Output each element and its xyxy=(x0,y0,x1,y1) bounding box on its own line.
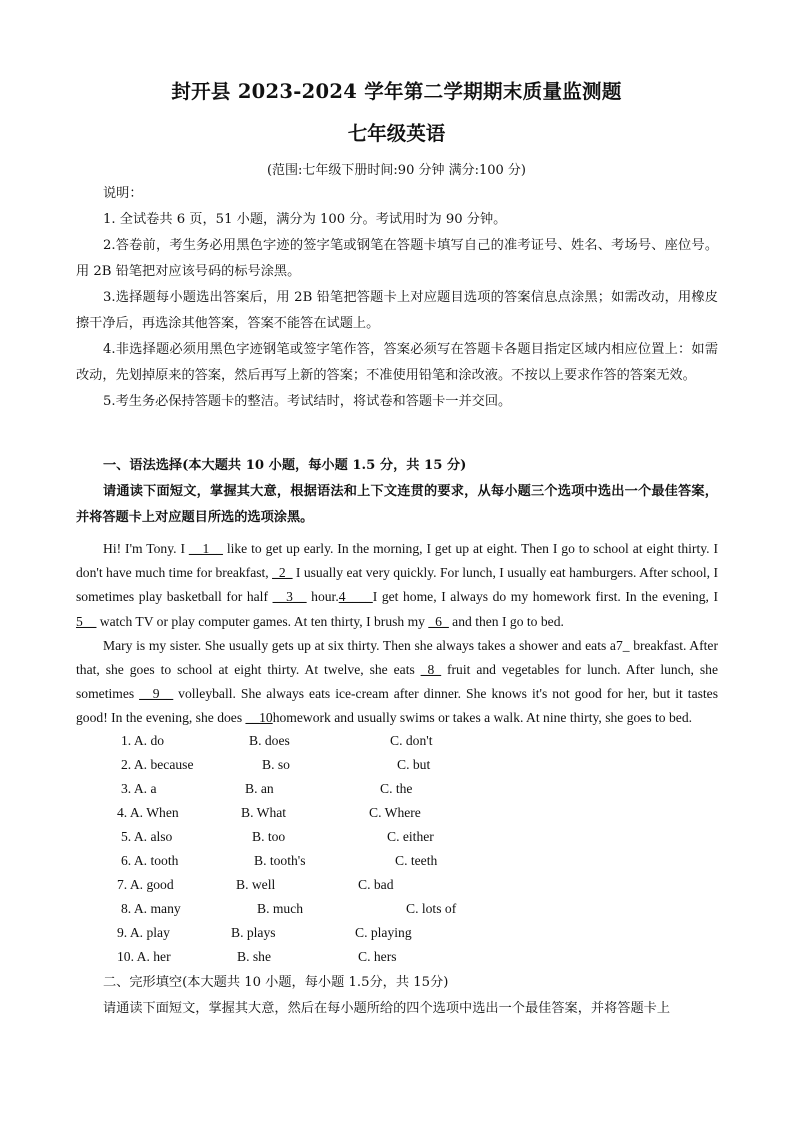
exam-title: 封开县 2023-2024 学年第二学期期末质量监测题 xyxy=(171,80,622,103)
instruction-item: 2.答卷前，考生务必用黑色字迹的签字笔或钢笔在答题卡填写自己的准考证号、姓名、考场号、座位号。用 2B 铅笔把对应该号码的标号涂黑。 xyxy=(76,238,718,279)
exam-subtitle: 七年级英语 xyxy=(347,122,446,145)
option-a: 3. A. a xyxy=(121,781,157,796)
section2-directions: 请通读下面短文，掌握其大意，然后在每小题所给的四个选项中选出一个最佳答案，并将答题卡上 xyxy=(103,1001,671,1016)
section2-heading: 二、完形填空(本大题共 10 小题，每小题 1.5分，共 15分) xyxy=(103,975,449,990)
option-b: B. an xyxy=(245,781,274,796)
option-c: C. either xyxy=(387,829,434,844)
option-c: C. don't xyxy=(390,733,433,748)
option-b: B. tooth's xyxy=(254,853,306,868)
exam-scope: (范围:七年级下册时间:90 分钟 满分:100 分) xyxy=(266,163,527,178)
option-c: C. but xyxy=(397,757,431,772)
instructions-block xyxy=(76,181,718,415)
passage-paragraph-1: Hi! I'm Tony. I __1__ like to get up early. In the morning, I get up at eight. Then I go to school at eight thirty. I don't have much time for breakfast, _2_ I usually eat very quickly. For lunch, I usually eat hamburgers. After school, I sometimes play basketball for half __3__ hour.4____I get home, I always do my homework first. In the evening, I 5__ watch TV or play computer games. At ten thirty, I brush my _6_ and then I go to bed. xyxy=(76,541,719,629)
option-a: 8. A. many xyxy=(121,901,181,916)
instruction-item: 4.非选择题必须用黑色字迹钢笔或签字笔作答，答案必须写在答题卡各题目指定区域内相应位置上：如需改动，先划掉原来的答案，然后再写上新的答案；不准使用铅笔和涂改液。不按以上要求作答的答案无效。 xyxy=(76,342,718,383)
option-b: B. too xyxy=(252,829,286,844)
option-a: 4. A. When xyxy=(117,805,179,820)
option-b: B. plays xyxy=(231,925,276,940)
option-a: 5. A. also xyxy=(121,829,173,844)
option-a: 6. A. tooth xyxy=(121,853,179,868)
instructions-heading: 说明： xyxy=(103,186,143,201)
option-c: C. playing xyxy=(355,925,412,940)
option-b: B. so xyxy=(262,757,290,772)
option-b: B. What xyxy=(241,805,287,820)
section2-block xyxy=(76,970,718,1022)
option-c: C. Where xyxy=(369,805,421,820)
instruction-item: 5.考生务必保持答题卡的整洁。考试结时，将试卷和答题卡一并交回。 xyxy=(103,394,512,409)
option-a: 2. A. because xyxy=(121,757,194,772)
option-a: 10. A. her xyxy=(117,949,171,964)
passage xyxy=(76,537,718,731)
option-b: B. she xyxy=(237,949,271,964)
option-b: B. well xyxy=(236,877,276,892)
instruction-item: 1. 全试卷共 6 页，51 小题，满分为 100 分。考试用时为 90 分钟。 xyxy=(103,212,507,227)
option-c: C. lots of xyxy=(406,901,457,916)
passage-paragraph-2: Mary is my sister. She usually gets up at six thirty. Then she always takes a shower and eats a7_ breakfast. After that, she goes to school at eight thirty. At twelve, she eats _8_ fruit and vegetables for lunch. After lunch, she sometimes __9__ volleyball. She always eats ice-cream after dinner. She knows it's not good for her, but it tastes good! In the evening, she does __10homework and usually swims or takes a walk. At nine thirty, she goes to bed. xyxy=(76,637,719,726)
option-c: C. teeth xyxy=(395,853,438,868)
option-c: C. bad xyxy=(358,877,394,892)
instruction-item: 3.选择题每小题选出答案后，用 2B 铅笔把答题卡上对应题目选项的答案信息点涂黑；如需改动，用橡皮擦干净后，再选涂其他答案，答案不能答在试题上。 xyxy=(76,290,718,331)
option-a: 9. A. play xyxy=(117,925,170,940)
section1-heading: 一、语法选择(本大题共 10 小题，每小题 1.5 分，共 15 分) xyxy=(103,458,467,473)
option-c: C. the xyxy=(380,781,413,796)
option-a: 1. A. do xyxy=(121,733,165,748)
option-c: C. hers xyxy=(358,949,397,964)
section1-directions: 请通读下面短文，掌握其大意，根据语法和上下文连贯的要求，从每小题三个选项中选出一个最佳答案，并将答题卡上对应题目所选的选项涂黑。 xyxy=(76,484,718,525)
option-a: 7. A. good xyxy=(117,877,174,892)
option-b: B. does xyxy=(249,733,290,748)
section1-block xyxy=(76,453,718,531)
option-b: B. much xyxy=(257,901,304,916)
